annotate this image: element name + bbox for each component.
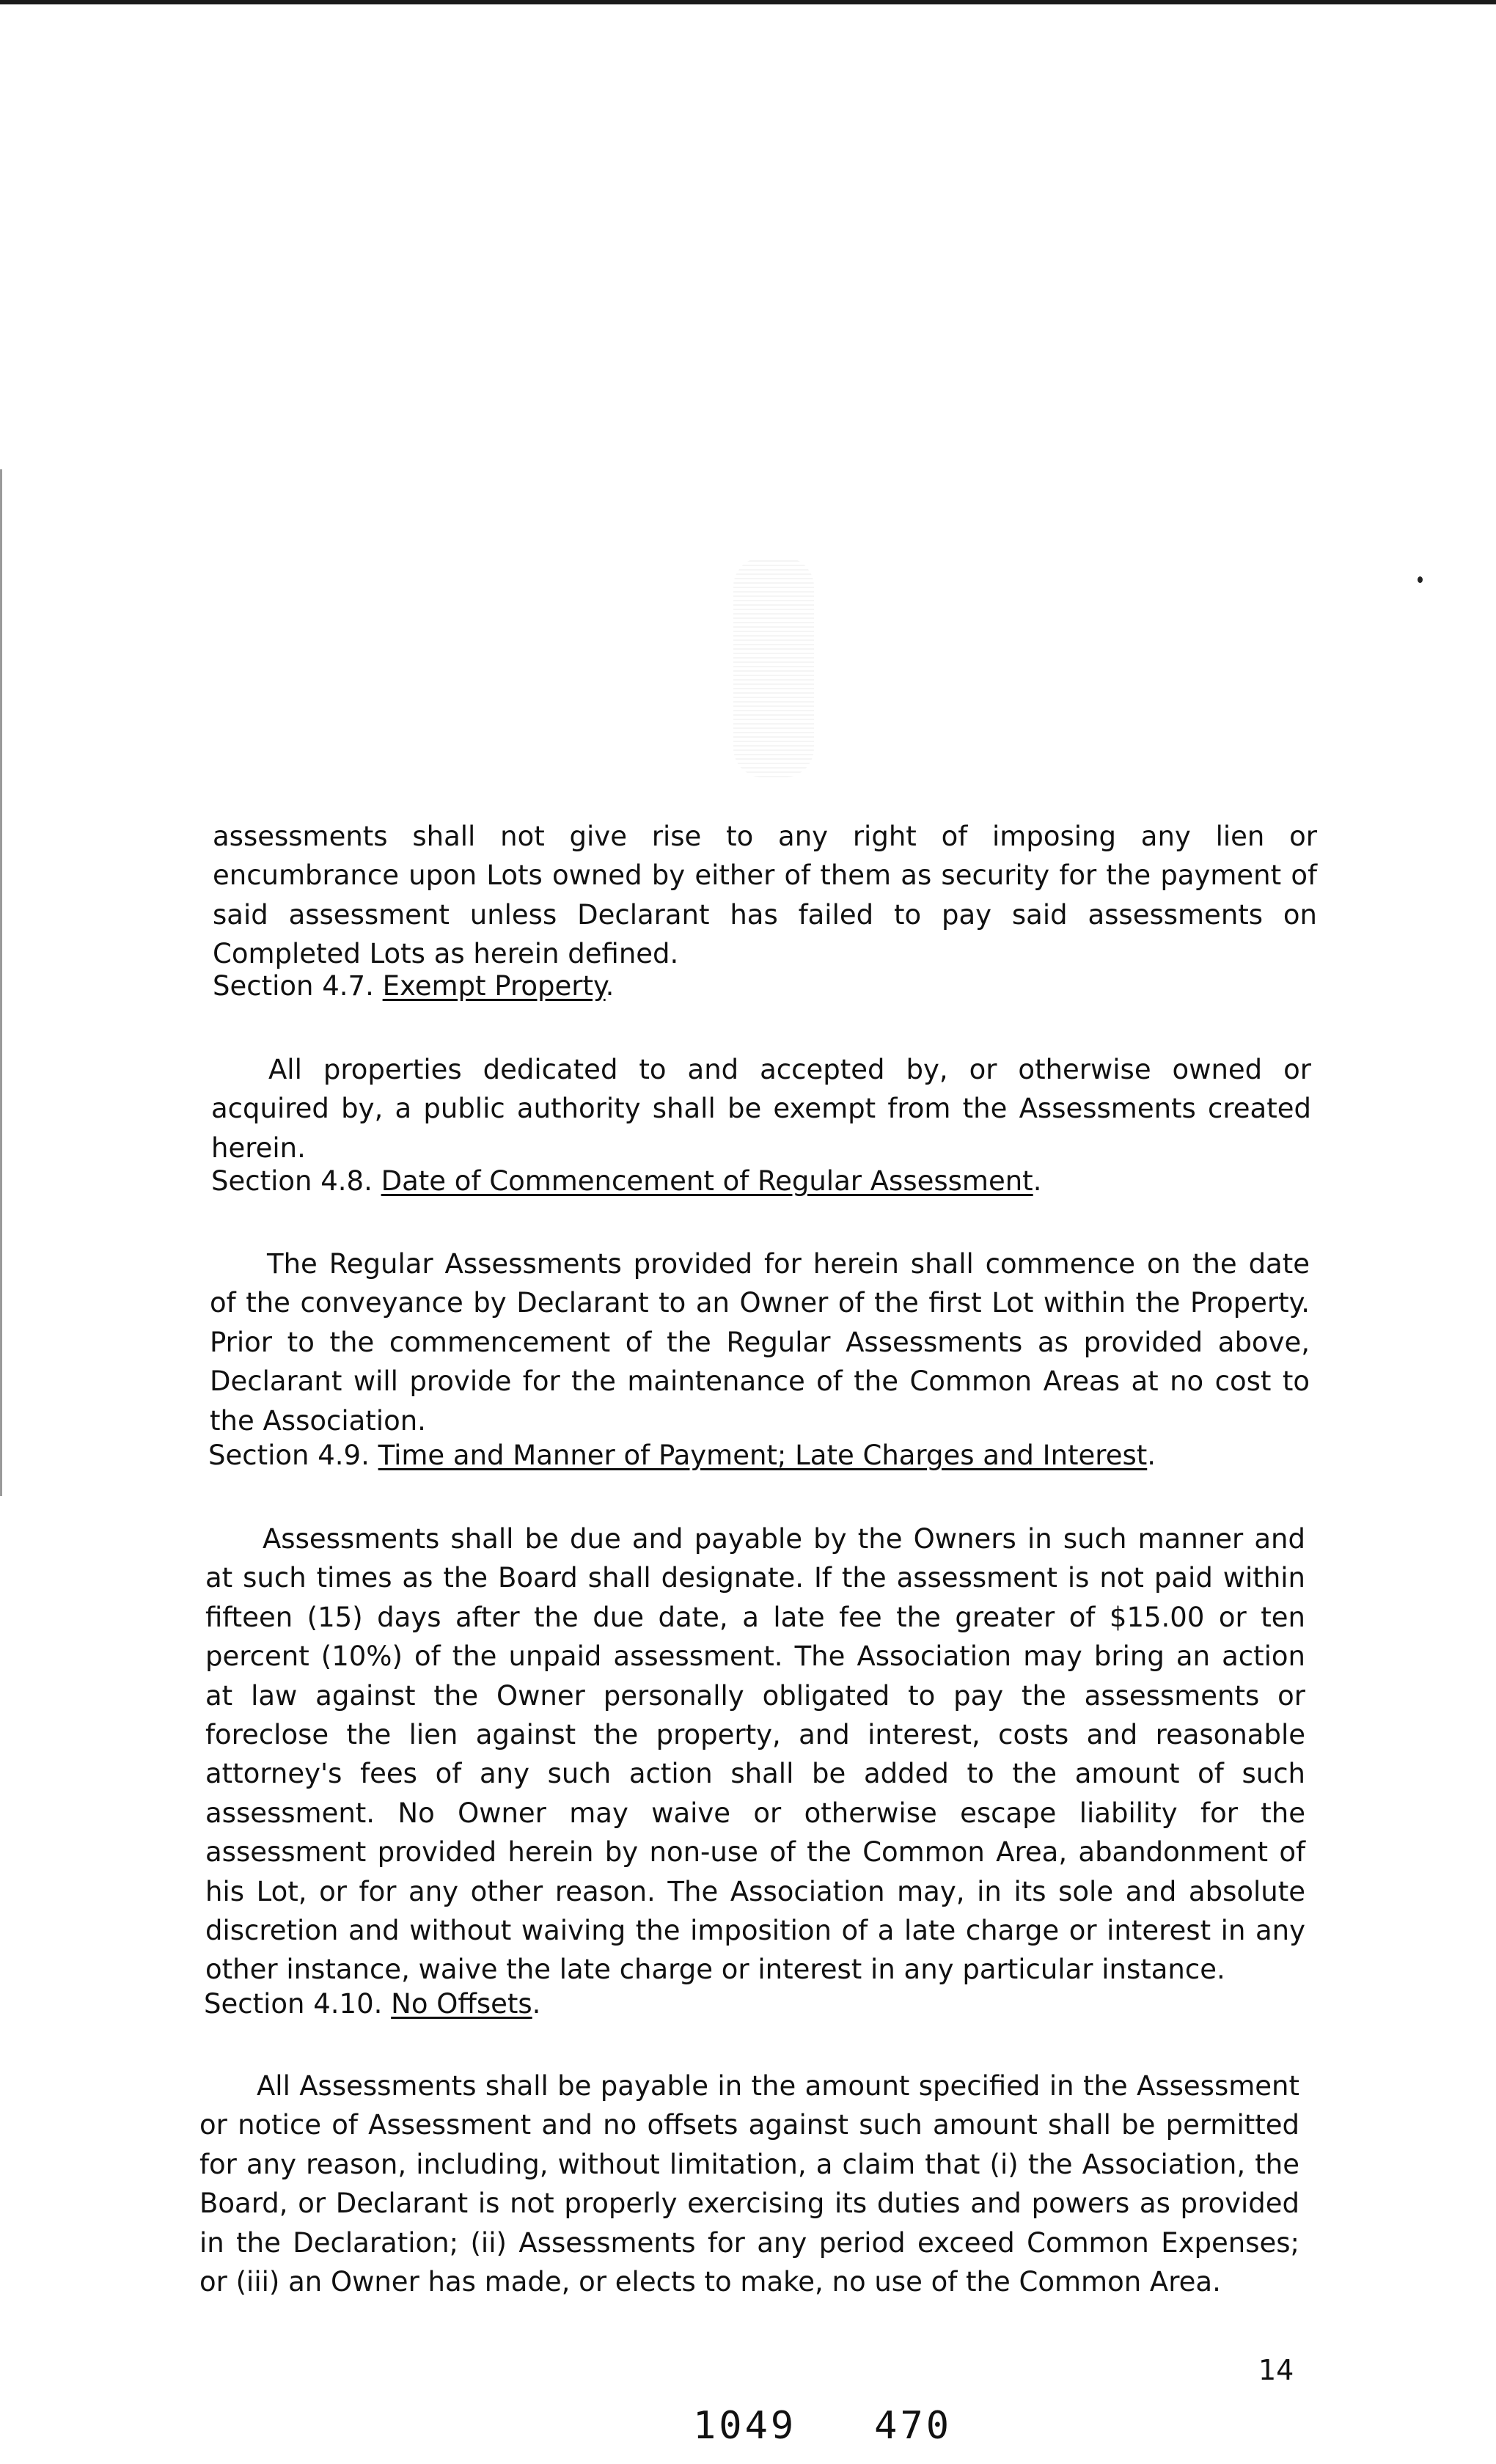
section-title: Exempt Property bbox=[382, 970, 606, 1002]
section-body: Assessments shall be due and payable by the Owners in such manner and at such times as the Board shall designate. If the assessment is not paid within fifteen (15) days after the due date, a late fee the greater of $15.00 or ten percent (10%) of the unpaid assessment. The Association may bring an action at law against the Owner personally obligated to pay the assessments or foreclose the lien against the property, and interest, costs and reasonable attorney's fees of any such action shall be added to the amount of such assessment. No Owner may waive or otherwise escape liability for the assessment provided herein by non-use of the Common Area, abandonment of his Lot, or for any other reason. The Association may, in its sole and absolute discretion and without waiving the imposition of a late charge or interest in any other instance, waive the late charge or interest in any particular instance. bbox=[205, 1523, 1305, 1986]
section-heading: Section 4.7. Exempt Property. bbox=[213, 970, 615, 1002]
section-number: Section 4.7. bbox=[213, 970, 374, 1002]
scan-speck bbox=[1418, 576, 1423, 583]
scan-left-edge bbox=[0, 469, 2, 1496]
section-number: Section 4.8. bbox=[211, 1165, 373, 1197]
book-page-stamp: 1049 470 bbox=[693, 2404, 953, 2448]
section-body: All Assessments shall be payable in the amount specified in the Assessment or notice of Assessment and no offsets against such amount shall be permitted for any reason, including, without limitation, a claim that (i) the Association, the Board, or Declarant is not properly exercising its duties and powers as provided in the Declaration; (ii) Assessments for any period exceed Common Expenses; or (iii) an Owner has made, or elects to make, no use of the Common Area. bbox=[199, 2070, 1299, 2298]
section-number: Section 4.9. bbox=[208, 1440, 370, 1471]
section-title: Date of Commencement of Regular Assessment bbox=[381, 1165, 1033, 1197]
continuation-paragraph: assessments shall not give rise to any right of imposing any lien or encumbrance upon Lots owned by either of them as security for the payment of said assessment unless Declarant has failed to pay said assessments on Completed Lots as herein defined. bbox=[213, 821, 1317, 970]
page-number: 14 bbox=[1258, 2354, 1294, 2386]
scan-artifact bbox=[733, 557, 814, 777]
section-heading: Section 4.8. Date of Commencement of Regular Assessment. bbox=[211, 1165, 1042, 1197]
scan-top-border bbox=[0, 0, 1496, 4]
section-number: Section 4.10. bbox=[204, 1988, 383, 2020]
section-body: The Regular Assessments provided for herein shall commence on the date of the conveyance by Declarant to an Owner of the first Lot within the Property. Prior to the commencement of the Regular Assessments as provided above, Declarant will provide for the maintenance of the Common Areas at no cost to the Association. bbox=[210, 1248, 1310, 1437]
section-body: All properties dedicated to and accepted by, or otherwise owned or acquired by, a public authority shall be exempt from the Assessments created herein. bbox=[211, 1054, 1311, 1164]
section-heading: Section 4.9. Time and Manner of Payment; Late Charges and Interest. bbox=[208, 1440, 1156, 1471]
section-title: Time and Manner of Payment; Late Charges and Interest bbox=[378, 1440, 1148, 1471]
section-title: No Offsets bbox=[391, 1988, 532, 2020]
section-heading: Section 4.10. No Offsets. bbox=[204, 1988, 541, 2020]
